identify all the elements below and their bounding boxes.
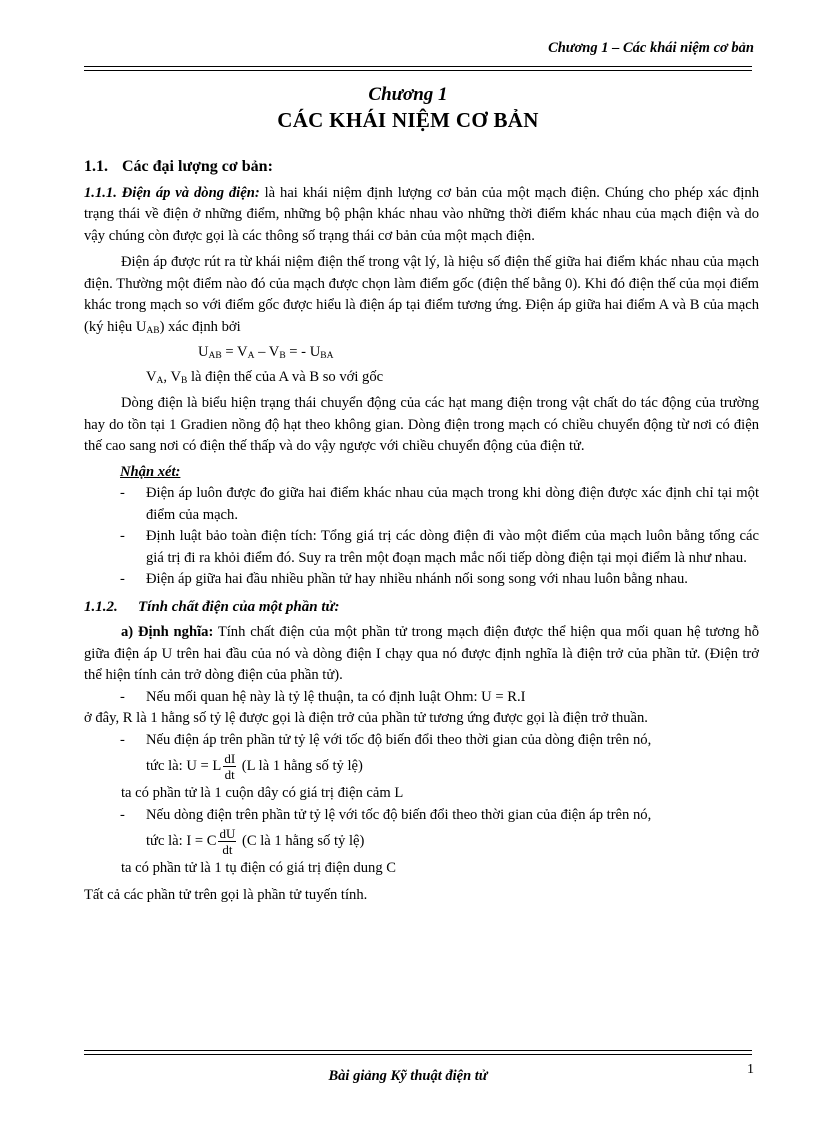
formula-prefix: tức là: I = C <box>146 832 217 849</box>
subscript: A <box>156 375 164 386</box>
closing-sentence: Tất cả các phần tử trên gọi là phần tử tuyến tính. <box>84 886 368 903</box>
capacitor-result: ta có phần tử là 1 tụ điện có giá trị điện dung C <box>121 860 396 876</box>
ohm-law-line <box>84 687 759 709</box>
paragraph-text: Điện áp được rút ra từ khái niệm điện thế trong vật lý, là hiệu số điện thế giữa hai điểm khác nhau của mạch điện. Thường một điểm nào đó của mạch được chọn làm điểm gốc (điện thế bằng 0). Khi đó điện thế của mọi điểm khác trong mạch so với điểm gốc được hiểu là điện áp tại điểm tương ứng. Điện áp giữa hai điểm A và B của mạch (ký hiệu U <box>84 254 759 335</box>
dash-bullet: - <box>120 731 125 748</box>
fraction-denominator: dt <box>224 767 235 782</box>
header-rule-thick <box>84 66 752 67</box>
definition-lead: a) Định nghĩa: <box>121 624 214 640</box>
inductor-result: ta có phần tử là 1 cuộn dây có giá trị điện cảm L <box>121 785 404 801</box>
running-header: Chương 1 – Các khái niệm cơ bản <box>548 40 754 56</box>
subsection-lead-1-1-1: 1.1.1. Điện áp và dòng điện: <box>84 184 260 201</box>
symbol: – V <box>254 344 280 360</box>
list-item-text: Điện áp luôn được đo giữa hai điểm khác nhau của mạch trong khi dòng điện được xác định chỉ tại một điểm của mạch. <box>146 485 759 523</box>
section-number: 1.1. <box>84 158 108 175</box>
page-content <box>84 152 759 906</box>
formula-prefix: tức là: U = L <box>146 757 222 774</box>
paragraph-text: là hai khái niệm định lượng cơ bản của một mạch điện. Chúng cho phép xác định trạng thái về điện ở những điểm, những bộ phận khác nhau vào những thời điểm khác nhau của mạch điện và do vậy chúng còn được gọi là các thông số trạng thái cơ bản của một mạch điện. <box>84 184 759 244</box>
subsection-heading-1-1-2 <box>84 597 759 619</box>
page-number: 1 <box>747 1062 754 1077</box>
symbol: , V <box>163 368 181 385</box>
subscript: A <box>247 351 255 361</box>
subscript: AB <box>208 351 222 361</box>
remarks-list <box>84 483 759 591</box>
symbol: = - U <box>285 344 321 360</box>
dash-bullet: - <box>120 806 125 823</box>
footer-rule-thin <box>84 1050 752 1051</box>
symbol: V <box>146 368 157 385</box>
fraction-numerator: dI <box>224 751 236 766</box>
line-text: Nếu điện áp trên phần tử tỷ lệ với tốc độ biến đổi theo thời gian của dòng điện trên nó, <box>146 731 652 748</box>
list-item-text: Định luật bảo toàn điện tích: Tổng giá trị các dòng điện đi vào một điểm của mạch luôn bằng tổng các giá trị đi ra khỏi điểm đó. Suy ra trên một đoạn mạch mắc nối tiếp dòng điện tại mọi điểm là như nhau. <box>146 528 759 566</box>
list-item <box>84 483 759 526</box>
formula-suffix: (L là 1 hằng số tỷ lệ) <box>238 757 363 774</box>
dash-bullet: - <box>120 528 125 544</box>
line-text: Nếu mối quan hệ này là tỷ lệ thuận, ta có định luật Ohm: U = R.I <box>146 688 526 705</box>
section-heading-1-1 <box>84 156 759 178</box>
line-text: Nếu dòng điện trên phần tử tỷ lệ với tốc độ biến đổi theo thời gian của điện áp trên nó, <box>146 806 652 823</box>
header-rule-thin <box>84 70 752 71</box>
note-text: là điện thế của A và B so với gốc <box>187 368 384 385</box>
footer-rule-thick <box>84 1054 752 1055</box>
paragraph-text: Tính chất điện của một phần tử trong mạch điện được thể hiện qua mối quan hệ tương hỗ giữa điện áp U trên hai đầu của nó và dòng điện I chạy qua nó được định nghĩa là điện trở của phần tử. (Điện trở thể hiện tính cản trở dòng điện của phần tử). <box>84 624 759 683</box>
paragraph-tail: ) xác định bởi <box>159 318 241 335</box>
list-item <box>84 526 759 569</box>
subsection-number: 1.1.2. <box>84 598 118 615</box>
inductor-line <box>84 730 759 752</box>
symbol: = V <box>221 344 248 360</box>
inductor-formula <box>84 751 759 783</box>
dash-bullet: - <box>120 485 125 501</box>
fraction-denominator: dt <box>222 842 233 857</box>
remarks-heading: Nhận xét: <box>120 463 181 480</box>
formula-uab <box>84 342 759 364</box>
paragraph-voltage <box>84 252 759 338</box>
capacitor-formula <box>84 826 759 858</box>
subsection-title: Tính chất điện của một phần tử: <box>138 598 340 615</box>
fraction <box>218 826 236 857</box>
paragraph-definition <box>84 622 759 687</box>
subscript: AB <box>146 325 160 336</box>
paragraph-voltage-current <box>84 183 759 248</box>
subscript: B <box>181 375 188 386</box>
paragraph-current: Dòng điện là biểu hiện trạng thái chuyển động của các hạt mang điện trong vật chất do tác động của trường hay do tồn tại 1 Gradien nồng độ hạt theo không gian. Dòng điện trong mạch có chiều chuyển động từ nơi có điện thế cao sang nơi có điện thế thấp và do vậy ngược với chiều chuyển động của điện tử. <box>84 395 759 454</box>
footer-title: Bài giảng Kỹ thuật điện tử <box>328 1068 488 1084</box>
ohm-explanation: ở đây, R là 1 hằng số tỷ lệ được gọi là điện trở của phần tử tương ứng được gọi là điện trở thuần. <box>84 710 648 726</box>
subscript: BA <box>320 351 334 361</box>
dash-bullet: - <box>120 688 125 705</box>
fraction <box>223 751 236 782</box>
fraction-numerator: dU <box>219 826 236 841</box>
subscript: B <box>279 351 286 361</box>
formula-note <box>84 367 759 389</box>
capacitor-line <box>84 805 759 827</box>
section-title: Các đại lượng cơ bản: <box>122 158 273 175</box>
symbol: U <box>198 344 209 360</box>
list-item-text: Điện áp giữa hai đầu nhiều phần tử hay nhiều nhánh nối song song với nhau luôn bằng nhau. <box>146 571 688 587</box>
formula-suffix: (C là 1 hằng số tỷ lệ) <box>238 832 365 849</box>
list-item <box>84 569 759 591</box>
dash-bullet: - <box>120 571 125 587</box>
chapter-title: CÁC KHÁI NIỆM CƠ BẢN <box>277 108 539 132</box>
chapter-label: Chương 1 <box>368 84 448 105</box>
